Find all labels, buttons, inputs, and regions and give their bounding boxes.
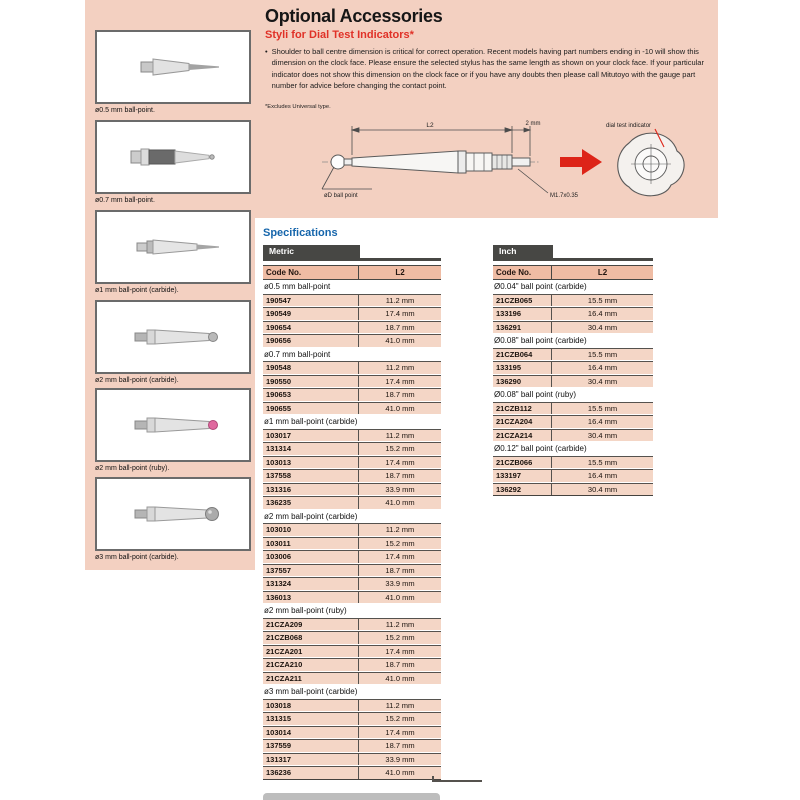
table-row	[263, 591, 441, 604]
cell-code: 190549	[263, 308, 359, 320]
cell-l2: 30.4 mm	[587, 376, 618, 386]
table-row	[263, 753, 441, 766]
cell-l2: 17.4 mm	[385, 552, 415, 561]
product-item	[95, 477, 251, 561]
stylus-image	[97, 122, 249, 192]
table-row	[263, 321, 441, 334]
table-row	[263, 429, 441, 442]
cell-l2: 30.4 mm	[587, 322, 618, 332]
column-header-l2: L2	[395, 268, 405, 277]
product-caption: ø3 mm ball-point (carbide).	[95, 554, 179, 561]
cell-code: 131324	[263, 578, 359, 590]
page-title: Optional Accessories	[265, 6, 443, 26]
table-row	[493, 375, 653, 388]
table-row	[263, 496, 441, 509]
cell-l2: 15.2 mm	[385, 714, 415, 723]
product-caption: ø0.5 mm ball-point.	[95, 107, 155, 114]
cell-l2: 33.9 mm	[385, 484, 415, 494]
product-caption: ø2 mm ball-point (carbide).	[95, 377, 179, 384]
cell-code: 21CZA214	[493, 430, 552, 442]
table-row	[263, 402, 441, 415]
cell-code: 137557	[263, 565, 359, 577]
product-caption: ø1 mm ball-point (carbide).	[95, 287, 179, 294]
cell-code: 21CZA211	[263, 673, 359, 685]
table-section-header: ø1 mm ball-point (carbide)	[263, 415, 441, 429]
cell-l2: 17.4 mm	[385, 727, 415, 737]
cell-l2: 17.4 mm	[385, 646, 415, 656]
product-item	[95, 388, 251, 472]
description-paragraph	[265, 46, 717, 92]
table-tab-rule	[263, 258, 441, 261]
footnote: *Excludes Universal type.	[265, 104, 331, 110]
table-row	[263, 618, 441, 631]
cell-l2: 11.2 mm	[385, 700, 415, 710]
table-tab: Inch	[493, 245, 553, 258]
table-row	[493, 348, 653, 361]
cell-l2: 15.5 mm	[587, 457, 618, 467]
table-row	[493, 483, 653, 497]
shoulder-dimension-label: 2 mm	[525, 121, 541, 127]
cell-l2: 41.0 mm	[385, 768, 415, 777]
stylus-image	[97, 302, 249, 372]
cell-code: 136291	[493, 322, 552, 334]
table-section-header: Ø0.12" ball point (carbide)	[493, 442, 653, 456]
cell-code: 190653	[263, 389, 359, 401]
table-header-row	[493, 265, 653, 280]
cell-code: 133197	[493, 470, 552, 482]
cell-code: 21CZA209	[263, 619, 359, 631]
product-item	[95, 120, 251, 204]
cell-l2: 33.9 mm	[385, 579, 415, 588]
column-header-code: Code No.	[493, 266, 552, 279]
cell-l2: 18.7 mm	[385, 741, 415, 750]
cell-l2: 11.2 mm	[385, 525, 415, 534]
thread-label: M1.7x0.35	[550, 193, 579, 199]
table-row	[263, 739, 441, 752]
cell-l2: 16.4 mm	[587, 363, 618, 372]
table-row	[263, 294, 441, 307]
length-dimension-label: L2	[426, 122, 434, 129]
table-section-header: Ø0.08" ball point (ruby)	[493, 388, 653, 402]
stylus-diagram	[308, 117, 703, 215]
table-row	[263, 672, 441, 685]
product-item	[95, 30, 251, 114]
table-section-header: ø0.7 mm ball-point	[263, 348, 441, 362]
product-image-frame	[95, 210, 251, 284]
cell-l2: 18.7 mm	[385, 390, 415, 399]
cell-l2: 17.4 mm	[385, 376, 415, 386]
cell-l2: 15.5 mm	[587, 403, 618, 413]
cell-code: 21CZB068	[263, 632, 359, 644]
cell-l2: 33.9 mm	[385, 754, 415, 764]
cell-code: 136235	[263, 497, 359, 509]
table-row	[493, 321, 653, 334]
cell-code: 21CZB065	[493, 295, 552, 307]
cell-code: 133195	[493, 362, 552, 374]
table-row	[493, 361, 653, 374]
table-row	[493, 429, 653, 442]
cell-code: 103010	[263, 524, 359, 536]
table-section-header: Ø0.04" ball point (carbide)	[493, 280, 653, 294]
cell-l2: 41.0 mm	[385, 498, 415, 507]
cell-l2: 17.4 mm	[385, 457, 415, 467]
table-row	[263, 334, 441, 347]
cell-code: 133196	[493, 308, 552, 320]
cell-code: 103011	[263, 538, 359, 550]
metric-table	[263, 245, 441, 781]
product-caption: ø2 mm ball-point (ruby).	[95, 465, 170, 472]
cell-code: 131317	[263, 754, 359, 766]
table-section-header: ø2 mm ball-point (ruby)	[263, 604, 441, 618]
cell-code: 103006	[263, 551, 359, 563]
cell-code: 131316	[263, 484, 359, 496]
ball-leader-line	[322, 167, 372, 189]
specifications-heading: Specifications	[263, 227, 338, 239]
cell-l2: 11.2 mm	[385, 363, 415, 372]
thread-leader-line	[518, 169, 548, 193]
table-row	[263, 523, 441, 536]
cell-code: 103013	[263, 457, 359, 469]
stylus-image	[97, 390, 249, 460]
product-caption: ø0.7 mm ball-point.	[95, 197, 155, 204]
table-row	[263, 645, 441, 658]
table-section-header: ø3 mm ball-point (carbide)	[263, 685, 441, 699]
product-image-frame	[95, 30, 251, 104]
next-section-tab-partial	[263, 793, 440, 800]
cell-code: 131315	[263, 713, 359, 725]
dimension-lines	[352, 126, 530, 156]
cell-code: 21CZA210	[263, 659, 359, 671]
table-row	[263, 712, 441, 725]
dial-indicator-drawing	[618, 133, 684, 196]
cell-code: 137559	[263, 740, 359, 752]
cell-l2: 30.4 mm	[587, 484, 618, 494]
cell-code: 190547	[263, 295, 359, 307]
column-header-code: Code No.	[263, 266, 359, 279]
table-row	[263, 469, 441, 482]
cell-l2: 15.5 mm	[587, 295, 618, 305]
product-item	[95, 300, 251, 384]
cell-l2: 18.7 mm	[385, 565, 415, 575]
cell-l2: 41.0 mm	[385, 336, 415, 345]
red-arrow-icon	[560, 149, 602, 175]
product-image-frame	[95, 120, 251, 194]
cell-l2: 41.0 mm	[385, 673, 415, 683]
stylus-image	[97, 479, 249, 549]
table-row	[263, 564, 441, 577]
table-row	[263, 658, 441, 671]
stylus-drawing	[331, 151, 530, 173]
bullet-icon: •	[265, 47, 268, 56]
cell-code: 136290	[493, 376, 552, 388]
cell-l2: 16.4 mm	[587, 309, 618, 318]
stylus-image	[97, 212, 249, 282]
cell-l2: 17.4 mm	[385, 309, 415, 318]
product-image-frame	[95, 388, 251, 462]
cell-code: 21CZA204	[493, 416, 552, 428]
table-row	[263, 537, 441, 550]
cell-code: 190655	[263, 403, 359, 415]
cell-code: 103014	[263, 727, 359, 739]
table-row	[263, 766, 441, 780]
stylus-image	[97, 32, 249, 102]
page-subtitle: Styli for Dial Test Indicators*	[265, 29, 414, 41]
product-image-frame	[95, 300, 251, 374]
cell-code: 190550	[263, 376, 359, 388]
product-image-frame	[95, 477, 251, 551]
cell-l2: 15.2 mm	[385, 538, 415, 548]
cell-code: 103018	[263, 700, 359, 712]
cell-l2: 18.7 mm	[385, 322, 415, 332]
cell-l2: 16.4 mm	[587, 471, 618, 480]
table-row	[493, 307, 653, 320]
cell-l2: 18.7 mm	[385, 660, 415, 669]
table-row	[493, 294, 653, 307]
table-row	[493, 415, 653, 428]
description-text: Shoulder to ball centre dimension is critical for correct operation. Recent models having part numbers ending in -10 will show this dimension on the clock face. Please ensure the selected stylus has the same length as shown on your clock face. If your particular indicator does not show this dimension on the clock face or if you have any doubts then please call Mitutoyo with the gauge part number for advice before changing the contact point.	[271, 47, 704, 91]
cell-l2: 15.2 mm	[385, 633, 415, 642]
cell-code: 136292	[493, 484, 552, 496]
cell-code: 103017	[263, 430, 359, 442]
table-row	[493, 456, 653, 469]
table-row	[263, 361, 441, 374]
table-row	[263, 726, 441, 739]
cell-l2: 18.7 mm	[385, 471, 415, 480]
cell-l2: 15.5 mm	[587, 349, 618, 359]
cell-l2: 16.4 mm	[587, 417, 618, 426]
table-row	[263, 550, 441, 563]
table-row	[263, 375, 441, 388]
cell-code: 21CZB066	[493, 457, 552, 469]
table-bottom-tick	[432, 776, 434, 781]
cell-l2: 11.2 mm	[385, 619, 415, 629]
product-item	[95, 210, 251, 294]
table-row	[263, 577, 441, 590]
ball-point-label: øD ball point	[324, 193, 358, 199]
cell-code: 190656	[263, 335, 359, 347]
table-bottom-extension-line	[432, 780, 482, 782]
column-header-l2: L2	[597, 268, 608, 277]
cell-code: 21CZB112	[493, 403, 552, 415]
table-row	[493, 402, 653, 415]
table-tab-rule	[493, 258, 653, 261]
table-row	[263, 483, 441, 496]
table-row	[263, 388, 441, 401]
cell-l2: 15.2 mm	[385, 444, 415, 453]
table-section-header: ø0.5 mm ball-point	[263, 280, 441, 294]
indicator-label: dial test indicator	[606, 123, 652, 129]
table-row	[263, 631, 441, 644]
table-row	[263, 307, 441, 320]
cell-l2: 30.4 mm	[587, 430, 618, 440]
inch-table	[493, 245, 653, 497]
table-section-header: Ø0.08" ball point (carbide)	[493, 334, 653, 348]
table-tab: Metric	[263, 245, 360, 258]
table-section-header: ø2 mm ball-point (carbide)	[263, 510, 441, 524]
cell-code: 136013	[263, 592, 359, 604]
cell-code: 137558	[263, 470, 359, 482]
cell-l2: 11.2 mm	[385, 295, 415, 305]
table-row	[263, 442, 441, 455]
cell-code: 131314	[263, 443, 359, 455]
cell-l2: 41.0 mm	[385, 403, 415, 413]
table-row	[263, 456, 441, 469]
table-row	[263, 699, 441, 712]
table-header-row	[263, 265, 441, 280]
table-row	[493, 469, 653, 482]
cell-code: 21CZA201	[263, 646, 359, 658]
cell-l2: 11.2 mm	[385, 430, 415, 440]
cell-code: 190548	[263, 362, 359, 374]
cell-code: 190654	[263, 322, 359, 334]
cell-code: 21CZB064	[493, 349, 552, 361]
cell-l2: 41.0 mm	[385, 592, 415, 602]
cell-code: 136236	[263, 767, 359, 779]
